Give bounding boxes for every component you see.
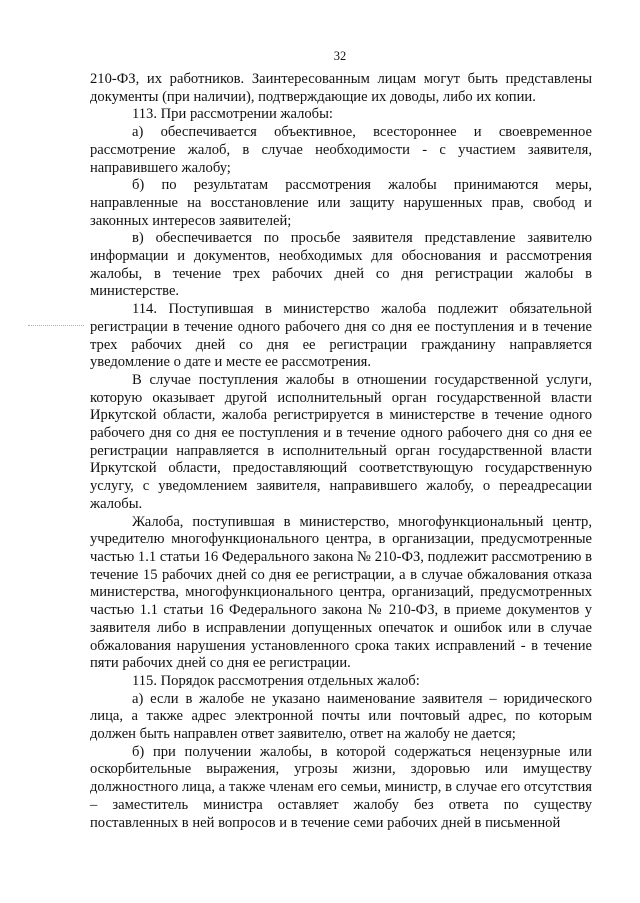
paragraph-113-a: а) обеспечивается объективное, всестороннее и своевременное рассмотрение жалоб, в случае необходимости - с участием заявителя, направившего жалобу; <box>90 124 592 176</box>
paragraph-113-heading: 113. При рассмотрении жалобы: <box>132 106 333 123</box>
paragraph-115-b: б) при получении жалобы, в которой содержаться нецензурные или оскорбительные выражения, угрозы жизни, здоровью или имуществу должностного лица, а также членам его семьи, министр, в случае его отсутствия – заместитель министра оставляет жалобу без ответа по существу поставленных в ней вопросов и в течение семи рабочих дней в письменной <box>90 743 592 831</box>
paragraph-115-a: а) если в жалобе не указано наименование заявителя – юридического лица, а также адрес электронной почты или почтовый адрес, по которым должен быть направлен ответ заявителю, ответ на жалобу не дается; <box>90 690 592 743</box>
paragraph-113-c: в) обеспечивается по просьбе заявителя представление заявителю информации и документов, необходимых для обоснования и рассмотрения жалобы, в течение трех рабочих дней со дня регистрации жалобы в министерстве. <box>90 230 592 300</box>
paragraph-114-terms: Жалоба, поступившая в министерство, многофункциональный центр, учредителю многофункционального центра, в организации, предусмотренные частью 1.1 статьи 16 Федерального закона № 210-ФЗ, подлежит рассмотрению в течение 15 рабочих дней со дня ее регистрации, а в случае обжалования отказа министерства, многофункционального центра, организаций, предусмотренных частью 1.1 статьи 16 Федерального закона № 210-ФЗ, в приеме документов у заявителя либо в исправлении допущенных опечаток и ошибок или в случае обжалования нарушения установленного срока таких исправлений - в течение пяти рабочих дней со дня ее регистрации. <box>90 513 592 672</box>
scan-artifact <box>28 325 84 328</box>
paragraph-114: 114. Поступившая в министерство жалоба подлежит обязательной регистрации в течение одного рабочего дня со дня ее поступления и в течение трех рабочих дней со дня ее регистрации гражданину направляется уведомление о дате и месте ее рассмотрения. <box>90 301 592 371</box>
paragraph-115-heading: 115. Порядок рассмотрения отдельных жалоб: <box>132 672 420 689</box>
document-body <box>90 71 592 832</box>
page-number: 32 <box>333 49 347 63</box>
paragraph-113-b: б) по результатам рассмотрения жалобы принимаются меры, направленные на восстановление или защиту нарушенных прав, свобод и законных интересов заявителей; <box>90 177 592 229</box>
paragraph-continuation: 210-ФЗ, их работников. Заинтересованным лицам могут быть представлены документы (при наличии), подтверждающие их доводы, либо их копии. <box>90 71 592 105</box>
paragraph-114-redirect: В случае поступления жалобы в отношении государственной услуги, которую оказывает другой исполнительный орган государственной власти Иркутской области, жалоба регистрируется в министерстве в течение одного рабочего дня со дня ее поступления и в течение одного рабочего дня со дня ее регистрации направляется в исполнительный орган государственной власти Иркутской области, предоставляющий соответствующую государственную услугу, с уведомлением заявителя, направившего жалобу, о переадресации жалобы. <box>90 371 592 512</box>
